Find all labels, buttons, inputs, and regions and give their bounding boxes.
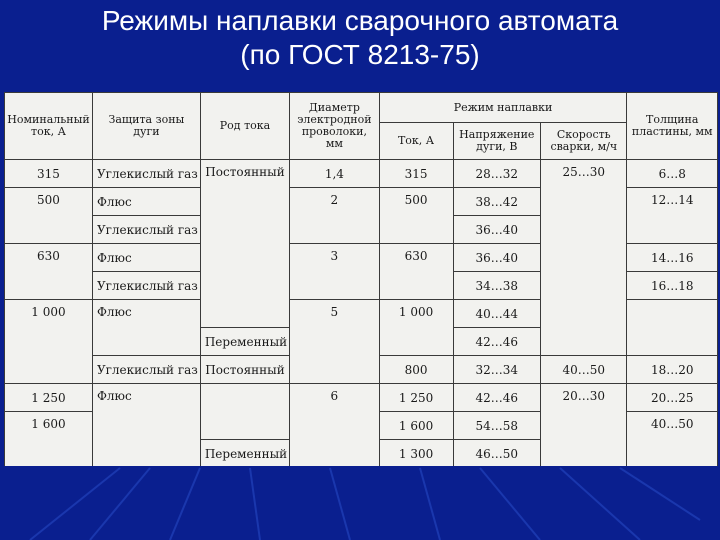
cell-protection: Углекислый газ [92,216,200,244]
cell-current-type: Постоянный [200,160,289,328]
cell-voltage: 36…40 [453,244,541,272]
cell-voltage: 32…34 [453,356,541,384]
cell-nominal: 1 600 [5,412,93,467]
cell-thickness: 20…25 [627,384,718,412]
cell-thickness [627,300,718,356]
cell-current-type: Переменный [200,328,289,356]
cell-current: 315 [379,160,453,188]
cell-protection: Углекислый газ [92,160,200,188]
cell-current-type: Переменный [200,440,289,467]
header-current: Ток, А [379,123,453,160]
slide-title [0,4,720,72]
cell-current: 800 [379,356,453,384]
cell-protection: Флюс [92,188,200,216]
cell-diameter: 1,4 [290,160,379,188]
cell-current-type: Постоянный [200,356,289,384]
cell-voltage: 38…42 [453,188,541,216]
cell-voltage: 42…46 [453,328,541,356]
cell-voltage: 28…32 [453,160,541,188]
cell-thickness: 6…8 [627,160,718,188]
cell-nominal: 630 [5,244,93,300]
cell-nominal: 500 [5,188,93,244]
cell-current: 630 [379,244,453,300]
cell-thickness: 16…18 [627,272,718,300]
table-row [5,384,718,412]
cell-voltage: 40…44 [453,300,541,328]
cell-diameter: 6 [290,384,379,467]
cell-speed: 20…30 [541,384,627,467]
cell-thickness: 14…16 [627,244,718,272]
slide-title-line1: Режимы наплавки сварочного автомата [101,5,619,36]
cell-protection: Флюс [92,300,200,356]
slide-title-line2: (по ГОСТ 8213-75) [240,39,480,70]
cell-voltage: 36…40 [453,216,541,244]
cell-diameter: 2 [290,188,379,244]
header-nominal-current: Номинальный ток, А [5,93,93,160]
table-row [5,160,718,188]
cell-diameter: 5 [290,300,379,384]
cell-nominal: 1 000 [5,300,93,384]
cell-speed: 40…50 [541,356,627,384]
cell-nominal: 1 250 [5,384,93,412]
header-voltage: Напряжение дуги, В [453,123,541,160]
cell-current: 500 [379,188,453,244]
cell-voltage: 46…50 [453,440,541,467]
cell-diameter: 3 [290,244,379,300]
cell-thickness: 40…50 [627,412,718,467]
header-speed: Скорость сварки, м/ч [541,123,627,160]
cell-speed: 25…30 [541,160,627,356]
cell-current: 1 000 [379,300,453,356]
cell-thickness: 12…14 [627,188,718,244]
header-thickness: Толщина пластины, мм [627,93,718,160]
welding-modes-table [4,92,718,466]
scanned-table-image [4,92,718,466]
header-wire-diameter: Диаметр электродной проволоки, мм [290,93,379,160]
cell-protection: Углекислый газ [92,272,200,300]
cell-current: 1 250 [379,384,453,412]
header-zone-protection: Защита зоны дуги [92,93,200,160]
cell-current: 1 300 [379,440,453,467]
cell-protection: Углекислый газ [92,356,200,384]
cell-voltage: 34…38 [453,272,541,300]
cell-protection: Флюс [92,244,200,272]
header-current-type: Род тока [200,93,289,160]
cell-thickness: 18…20 [627,356,718,384]
header-mode-group: Режим наплавки [379,93,627,123]
cell-current-type [200,384,289,440]
cell-protection: Флюс [92,384,200,467]
cell-voltage: 54…58 [453,412,541,440]
cell-current: 1 600 [379,412,453,440]
cell-nominal: 315 [5,160,93,188]
cell-voltage: 42…46 [453,384,541,412]
